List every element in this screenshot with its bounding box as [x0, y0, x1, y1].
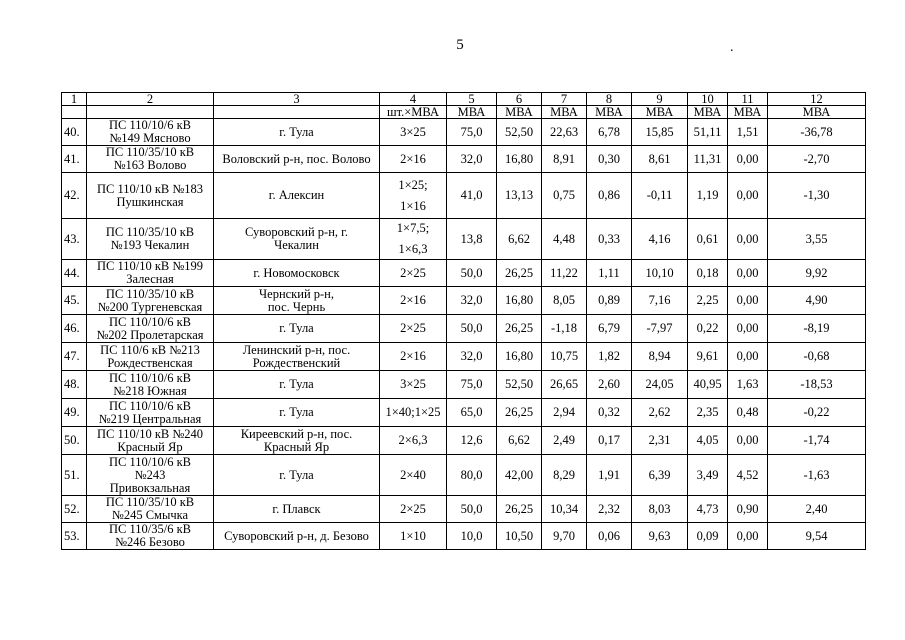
unit-cell-9: МВА	[632, 106, 688, 119]
value-7: 8,29	[542, 455, 587, 496]
value-6: 26,25	[497, 315, 542, 343]
unit-cell-6: МВА	[497, 106, 542, 119]
value-12: -1,63	[768, 455, 866, 496]
table-row	[62, 427, 866, 455]
value-5: 32,0	[447, 146, 497, 173]
table-row	[62, 260, 866, 287]
substation-name: ПС 110/10/6 кВ №202 Пролетарская	[87, 315, 214, 343]
substation-name: ПС 110/35/10 кВ №200 Тургеневская	[87, 287, 214, 315]
value-10: 2,25	[688, 287, 728, 315]
column-number-11: 11	[728, 93, 768, 106]
transformers: 1×10	[380, 523, 447, 550]
value-8: 2,60	[587, 371, 632, 399]
unit-cell-5: МВА	[447, 106, 497, 119]
value-6: 42,00	[497, 455, 542, 496]
location: г. Тула	[214, 315, 380, 343]
substation-name: ПС 110/10/6 кВ №243 Привокзальная	[87, 455, 214, 496]
value-7: 8,91	[542, 146, 587, 173]
value-10: 1,19	[688, 173, 728, 219]
value-12: -0,68	[768, 343, 866, 371]
value-8: 0,33	[587, 219, 632, 260]
transformers: 1×40;1×25	[380, 399, 447, 427]
value-8: 1,91	[587, 455, 632, 496]
value-10: 2,35	[688, 399, 728, 427]
value-5: 41,0	[447, 173, 497, 219]
value-5: 32,0	[447, 343, 497, 371]
value-12: 2,40	[768, 496, 866, 523]
value-7: -1,18	[542, 315, 587, 343]
value-10: 40,95	[688, 371, 728, 399]
column-number-7: 7	[542, 93, 587, 106]
table-row	[62, 371, 866, 399]
value-5: 50,0	[447, 260, 497, 287]
value-12: 9,54	[768, 523, 866, 550]
value-5: 50,0	[447, 496, 497, 523]
value-9: -7,97	[632, 315, 688, 343]
table-row	[62, 146, 866, 173]
value-11: 4,52	[728, 455, 768, 496]
value-6: 6,62	[497, 219, 542, 260]
value-11: 0,00	[728, 427, 768, 455]
value-8: 1,82	[587, 343, 632, 371]
value-10: 3,49	[688, 455, 728, 496]
unit-cell-7: МВА	[542, 106, 587, 119]
substation-name: ПС 110/10/6 кВ №218 Южная	[87, 371, 214, 399]
table-row	[62, 119, 866, 146]
value-10: 51,11	[688, 119, 728, 146]
table-row	[62, 496, 866, 523]
substation-name: ПС 110/35/10 кВ №245 Смычка	[87, 496, 214, 523]
value-6: 16,80	[497, 146, 542, 173]
location: г. Тула	[214, 119, 380, 146]
value-12: -18,53	[768, 371, 866, 399]
value-9: 8,03	[632, 496, 688, 523]
value-10: 0,18	[688, 260, 728, 287]
location: Чернский р-н, пос. Чернь	[214, 287, 380, 315]
value-10: 9,61	[688, 343, 728, 371]
value-6: 16,80	[497, 343, 542, 371]
value-5: 50,0	[447, 315, 497, 343]
value-9: 9,63	[632, 523, 688, 550]
location: г. Тула	[214, 399, 380, 427]
transformers: 2×16	[380, 343, 447, 371]
value-6: 16,80	[497, 287, 542, 315]
value-11: 0,48	[728, 399, 768, 427]
value-6: 10,50	[497, 523, 542, 550]
value-6: 26,25	[497, 496, 542, 523]
row-number: 47.	[62, 343, 87, 371]
value-5: 13,8	[447, 219, 497, 260]
unit-cell-11: МВА	[728, 106, 768, 119]
value-8: 2,32	[587, 496, 632, 523]
value-12: -36,78	[768, 119, 866, 146]
transformers: 2×16	[380, 287, 447, 315]
value-11: 0,90	[728, 496, 768, 523]
column-number-1: 1	[62, 93, 87, 106]
column-number-8: 8	[587, 93, 632, 106]
units-row	[62, 106, 866, 119]
value-7: 10,34	[542, 496, 587, 523]
value-9: 6,39	[632, 455, 688, 496]
value-5: 80,0	[447, 455, 497, 496]
value-5: 32,0	[447, 287, 497, 315]
transformers: 2×25	[380, 496, 447, 523]
value-10: 0,22	[688, 315, 728, 343]
row-number: 50.	[62, 427, 87, 455]
substation-name: ПС 110/35/10 кВ №163 Волово	[87, 146, 214, 173]
transformers: 1×7,5; 1×6,3	[380, 219, 447, 260]
transformers: 3×25	[380, 119, 447, 146]
value-12: -8,19	[768, 315, 866, 343]
unit-cell-3	[214, 106, 380, 119]
value-6: 6,62	[497, 427, 542, 455]
location: Воловский р-н, пос. Волово	[214, 146, 380, 173]
column-number-4: 4	[380, 93, 447, 106]
substation-name: ПС 110/6 кВ №213 Рождественская	[87, 343, 214, 371]
table-row	[62, 287, 866, 315]
substation-name: ПС 110/10 кВ №199 Залесная	[87, 260, 214, 287]
table-row	[62, 219, 866, 260]
value-11: 1,63	[728, 371, 768, 399]
value-11: 1,51	[728, 119, 768, 146]
column-number-2: 2	[87, 93, 214, 106]
unit-cell-4: шт.×МВА	[380, 106, 447, 119]
value-6: 52,50	[497, 119, 542, 146]
value-7: 8,05	[542, 287, 587, 315]
unit-cell-1	[62, 106, 87, 119]
transformers: 2×16	[380, 146, 447, 173]
value-8: 1,11	[587, 260, 632, 287]
value-9: 2,31	[632, 427, 688, 455]
value-6: 26,25	[497, 260, 542, 287]
row-number: 51.	[62, 455, 87, 496]
value-5: 75,0	[447, 119, 497, 146]
value-6: 26,25	[497, 399, 542, 427]
value-9: 2,62	[632, 399, 688, 427]
value-10: 4,05	[688, 427, 728, 455]
value-12: 3,55	[768, 219, 866, 260]
location: Киреевский р-н, пос. Красный Яр	[214, 427, 380, 455]
page-number: 5	[456, 37, 464, 53]
table-row	[62, 399, 866, 427]
location: г. Тула	[214, 455, 380, 496]
value-9: 8,61	[632, 146, 688, 173]
row-number: 43.	[62, 219, 87, 260]
location: г. Алексин	[214, 173, 380, 219]
row-number: 42.	[62, 173, 87, 219]
value-10: 4,73	[688, 496, 728, 523]
value-11: 0,00	[728, 173, 768, 219]
value-10: 11,31	[688, 146, 728, 173]
transformers: 2×25	[380, 315, 447, 343]
value-7: 2,49	[542, 427, 587, 455]
location: г. Тула	[214, 371, 380, 399]
value-12: -0,22	[768, 399, 866, 427]
unit-cell-12: МВА	[768, 106, 866, 119]
row-number: 45.	[62, 287, 87, 315]
transformers: 2×6,3	[380, 427, 447, 455]
column-number-5: 5	[447, 93, 497, 106]
substation-name: ПС 110/35/6 кВ №246 Безово	[87, 523, 214, 550]
value-7: 9,70	[542, 523, 587, 550]
value-5: 12,6	[447, 427, 497, 455]
value-9: 15,85	[632, 119, 688, 146]
value-9: 8,94	[632, 343, 688, 371]
value-5: 75,0	[447, 371, 497, 399]
value-9: 10,10	[632, 260, 688, 287]
substation-name: ПС 110/10 кВ №240 Красный Яр	[87, 427, 214, 455]
value-9: 7,16	[632, 287, 688, 315]
value-8: 0,89	[587, 287, 632, 315]
table-row	[62, 523, 866, 550]
page-mark: .	[730, 40, 734, 55]
value-6: 13,13	[497, 173, 542, 219]
value-9: 24,05	[632, 371, 688, 399]
value-11: 0,00	[728, 146, 768, 173]
substation-name: ПС 110/10/6 кВ №149 Мясново	[87, 119, 214, 146]
table-row	[62, 315, 866, 343]
value-12: -2,70	[768, 146, 866, 173]
location: г. Плавск	[214, 496, 380, 523]
location: Суворовский р-н, г. Чекалин	[214, 219, 380, 260]
value-8: 6,79	[587, 315, 632, 343]
value-7: 22,63	[542, 119, 587, 146]
value-11: 0,00	[728, 260, 768, 287]
transformers: 2×25	[380, 260, 447, 287]
column-number-12: 12	[768, 93, 866, 106]
value-12: 9,92	[768, 260, 866, 287]
value-8: 0,06	[587, 523, 632, 550]
value-9: -0,11	[632, 173, 688, 219]
value-8: 0,86	[587, 173, 632, 219]
value-8: 0,30	[587, 146, 632, 173]
value-9: 4,16	[632, 219, 688, 260]
location: Суворовский р-н, д. Безово	[214, 523, 380, 550]
substation-name: ПС 110/10 кВ №183 Пушкинская	[87, 173, 214, 219]
column-number-9: 9	[632, 93, 688, 106]
value-5: 10,0	[447, 523, 497, 550]
value-12: -1,30	[768, 173, 866, 219]
value-11: 0,00	[728, 523, 768, 550]
value-12: -1,74	[768, 427, 866, 455]
value-10: 0,09	[688, 523, 728, 550]
column-number-3: 3	[214, 93, 380, 106]
column-number-10: 10	[688, 93, 728, 106]
value-7: 0,75	[542, 173, 587, 219]
value-11: 0,00	[728, 343, 768, 371]
substation-name: ПС 110/10/6 кВ №219 Центральная	[87, 399, 214, 427]
row-number: 40.	[62, 119, 87, 146]
row-number: 53.	[62, 523, 87, 550]
value-11: 0,00	[728, 287, 768, 315]
value-7: 10,75	[542, 343, 587, 371]
table-row	[62, 455, 866, 496]
value-8: 6,78	[587, 119, 632, 146]
value-7: 2,94	[542, 399, 587, 427]
value-7: 4,48	[542, 219, 587, 260]
value-5: 65,0	[447, 399, 497, 427]
value-11: 0,00	[728, 219, 768, 260]
column-number-row	[62, 93, 866, 106]
column-number-6: 6	[497, 93, 542, 106]
unit-cell-8: МВА	[587, 106, 632, 119]
value-7: 11,22	[542, 260, 587, 287]
transformers: 1×25; 1×16	[380, 173, 447, 219]
row-number: 48.	[62, 371, 87, 399]
value-12: 4,90	[768, 287, 866, 315]
unit-cell-2	[87, 106, 214, 119]
unit-cell-10: МВА	[688, 106, 728, 119]
transformers: 2×40	[380, 455, 447, 496]
row-number: 44.	[62, 260, 87, 287]
location: г. Новомосковск	[214, 260, 380, 287]
value-7: 26,65	[542, 371, 587, 399]
value-8: 0,17	[587, 427, 632, 455]
value-11: 0,00	[728, 315, 768, 343]
value-10: 0,61	[688, 219, 728, 260]
row-number: 49.	[62, 399, 87, 427]
location: Ленинский р-н, пос. Рождественский	[214, 343, 380, 371]
value-6: 52,50	[497, 371, 542, 399]
substation-load-table	[61, 92, 866, 550]
table-row	[62, 343, 866, 371]
row-number: 41.	[62, 146, 87, 173]
substation-name: ПС 110/35/10 кВ №193 Чекалин	[87, 219, 214, 260]
value-8: 0,32	[587, 399, 632, 427]
transformers: 3×25	[380, 371, 447, 399]
row-number: 46.	[62, 315, 87, 343]
table-row	[62, 173, 866, 219]
row-number: 52.	[62, 496, 87, 523]
